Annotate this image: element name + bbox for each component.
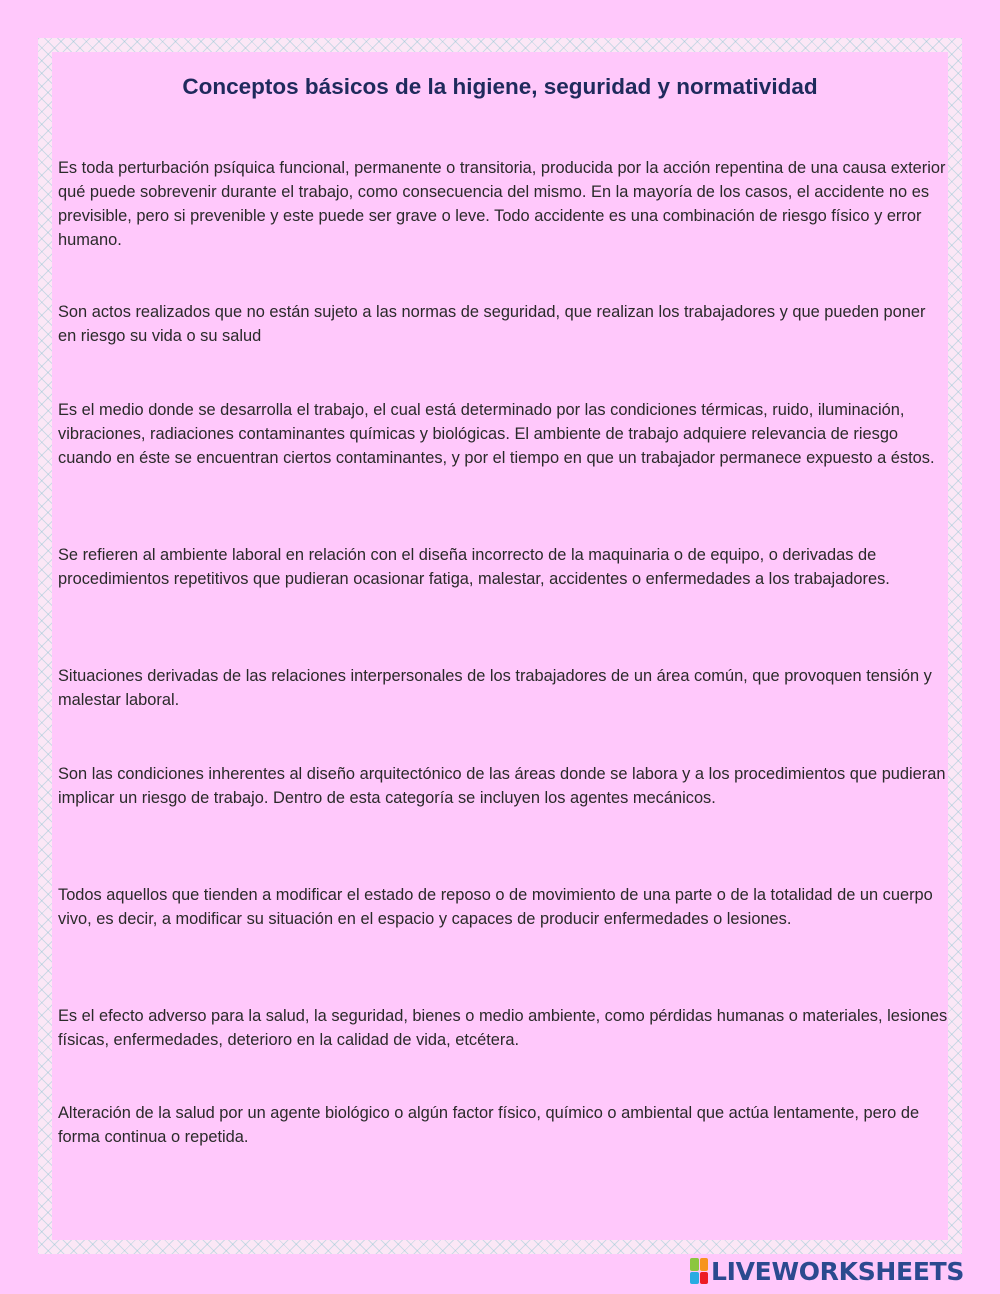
logo-square-green-icon: [690, 1258, 699, 1271]
liveworksheets-logo[interactable]: [690, 1254, 964, 1288]
definition-paragraph-9: Alteración de la salud por un agente biológico o algún factor físico, químico o ambiental que actúa lentamente, pero de forma continua o repetida.: [58, 1104, 920, 1146]
definition-paragraph-4: Se refieren al ambiente laboral en relación con el diseña incorrecto de la maquinaria o de equipo, o derivadas de procedimientos repetitivos que pudieran ocasionar fatiga, malestar, accidentes o enfermedades a los trabajadores.: [58, 546, 890, 588]
liveworksheets-logo-icon: [690, 1258, 708, 1284]
logo-square-orange-icon: [700, 1258, 709, 1271]
logo-text: LIVEWORKSHEETS: [711, 1256, 965, 1286]
logo-square-blue-icon: [690, 1272, 699, 1285]
definition-paragraph-1: Es toda perturbación psíquica funcional, permanente o transitoria, producida por la acción repentina de una causa exterior qué puede sobrevenir durante el trabajo, como consecuencia del mismo. En la mayoría de los casos, el accidente no es previsible, pero si prevenible y este puede ser grave o leve. Todo accidente es una combinación de riesgo físico y error humano.: [58, 159, 946, 249]
definition-paragraph-3: Es el medio donde se desarrolla el trabajo, el cual está determinado por las condiciones térmicas, ruido, iluminación, vibraciones, radiaciones contaminantes químicas y biológicas. El ambiente de trabajo adquiere relevancia de riesgo cuando en éste se encuentran ciertos contaminantes, y por el tiempo en que un trabajador permanece expuesto a éstos.: [58, 401, 935, 467]
definition-paragraph-5: Situaciones derivadas de las relaciones interpersonales de los trabajadores de un área común, que provoquen tensión y malestar laboral.: [58, 667, 932, 709]
worksheet-content: [52, 52, 948, 1240]
decorative-border-frame: [38, 38, 962, 1254]
definition-paragraph-2: Son actos realizados que no están sujeto a las normas de seguridad, que realizan los trabajadores y que pueden poner en riesgo su vida o su salud: [58, 303, 926, 345]
logo-square-red-icon: [700, 1272, 709, 1285]
definition-paragraph-6: Son las condiciones inherentes al diseño arquitectónico de las áreas donde se labora y a los procedimientos que pudieran implicar un riesgo de trabajo. Dentro de esta categoría se incluyen los agentes mecánicos.: [58, 765, 946, 807]
page-title: Conceptos básicos de la higiene, seguridad y normatividad: [182, 74, 818, 99]
definition-paragraph-8: Es el efecto adverso para la salud, la seguridad, bienes o medio ambiente, como pérdidas humanas o materiales, lesiones físicas, enfermedades, deterioro en la calidad de vida, etcétera.: [58, 1007, 948, 1049]
definition-paragraph-7: Todos aquellos que tienden a modificar el estado de reposo o de movimiento de una parte o de la totalidad de un cuerpo vivo, es decir, a modificar su situación en el espacio y capaces de producir enfermedades o lesiones.: [58, 886, 933, 928]
